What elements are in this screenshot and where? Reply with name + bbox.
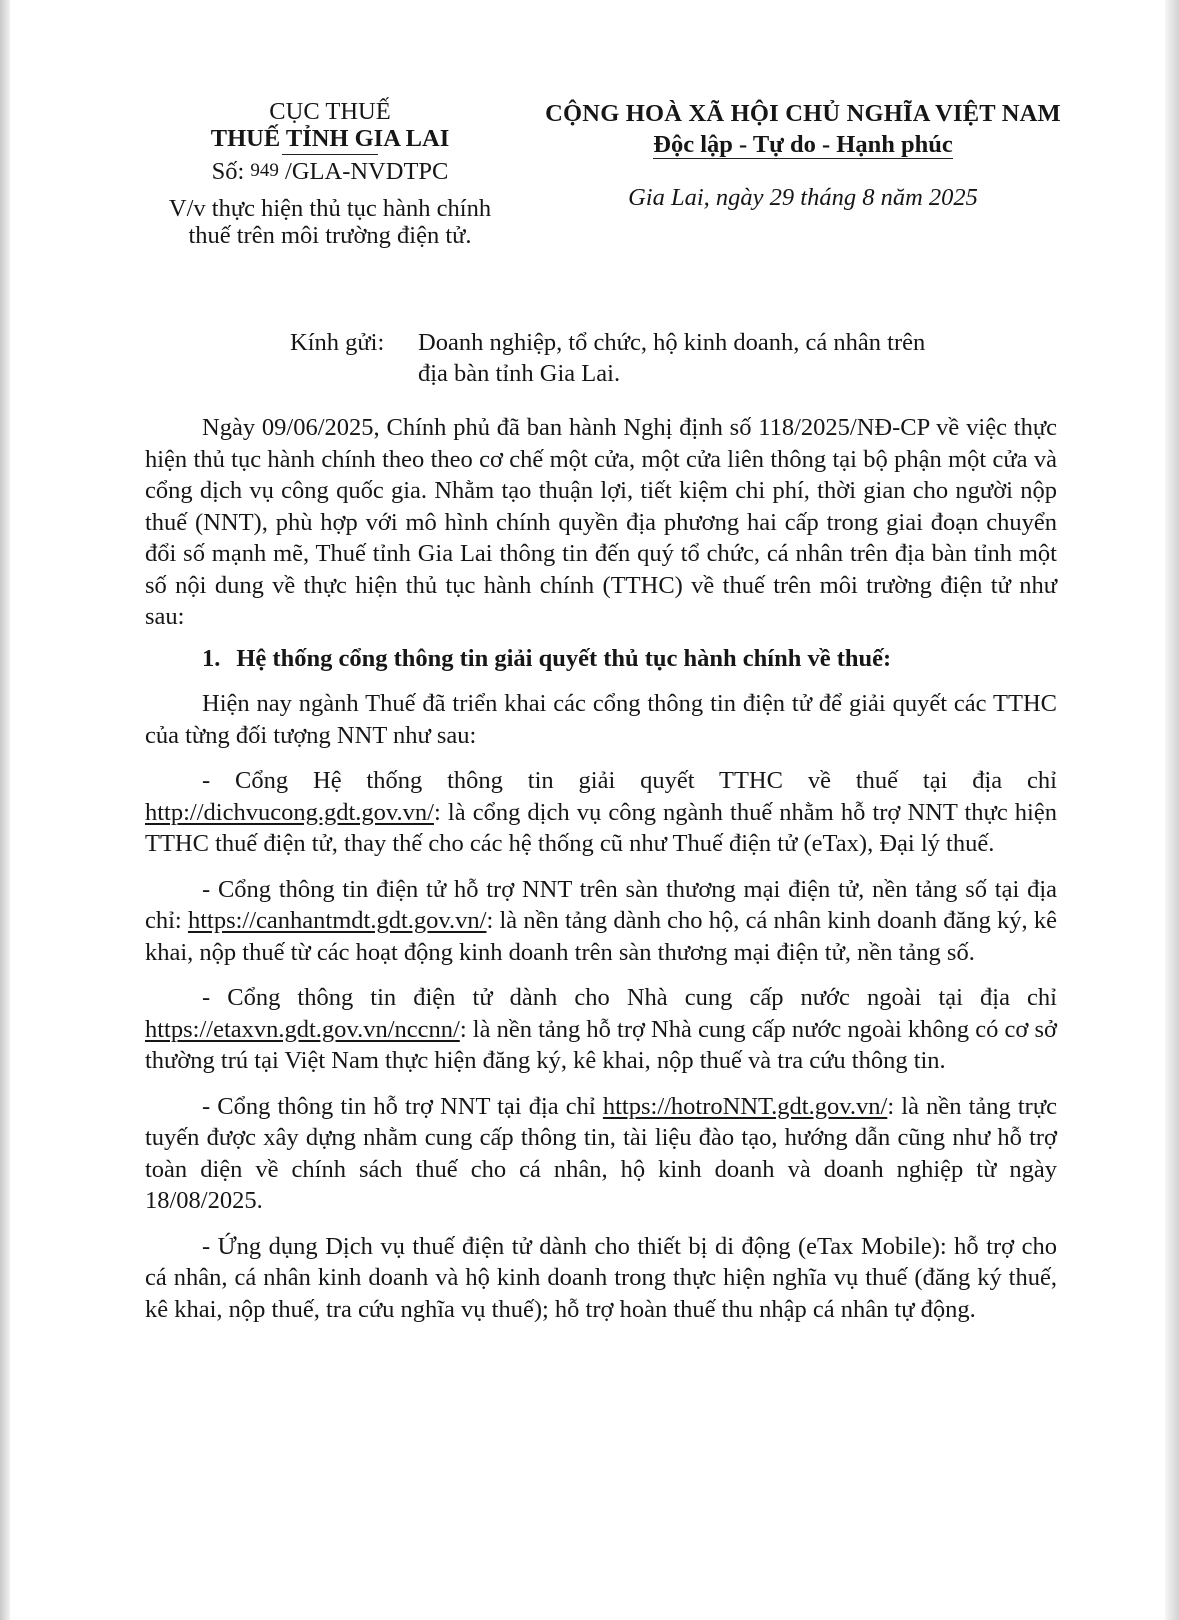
agency-name: THUẾ TỈNH GIA LAI: [140, 125, 520, 155]
portal-item-5: - Ứng dụng Dịch vụ thuế điện tử dành cho thiết bị di động (eTax Mobile): hỗ trợ cho cá nhân, cá nhân kinh doanh và hộ kinh doanh trong thực hiện nghĩa vụ thuế (đăng ký thuế, kê khai, nộp thuế, tra cứu nghĩa vụ thuế); hỗ trợ hoàn thuế thu nhập cá nhân tự động.: [145, 1232, 1057, 1323]
portal-link-canhantmdt[interactable]: https://canhantmdt.gdt.gov.vn/: [187, 907, 487, 934]
portal-item-1: - Cổng Hệ thống thông tin giải quyết TTHC về thuế tại địa chỉ http://dichvucong.gdt.gov.vn/: là cổng dịch vụ công ngành thuế nhằm hỗ trợ NNT thực hiện TTHC thuế điện tử, thay thế cho các hệ thống cũ như Thuế điện tử (eTax), Đại lý thuế.: [145, 767, 1057, 857]
subject-line-1: V/v thực hiện thủ tục hành chính: [168, 195, 492, 222]
portal-item-3: - Cổng thông tin điện tử dành cho Nhà cung cấp nước ngoài tại địa chỉ https://etaxvn.gdt.gov.vn/nccnn/: là nền tảng hỗ trợ Nhà cung cấp nước ngoài không có cơ sở thường trú tại Việt Nam thực hiện đăng ký, kê khai, nộp thuế và tra cứu thông tin.: [145, 984, 1057, 1074]
portal-item-4: - Cổng thông tin hỗ trợ NNT tại địa chỉ https://hotroNNT.gdt.gov.vn/: là nền tảng trực tuyến được xây dựng nhằm cung cấp thông tin, tài liệu đào tạo, hướng dẫn cũng như hỗ trợ toàn diện về chính sách thuế cho cá nhân, hộ kinh doanh và doanh nghiệp từ ngày 18/08/2025.: [145, 1092, 1057, 1214]
portal-link-etaxvn[interactable]: https://etaxvn.gdt.gov.vn/nccnn/: [145, 1015, 460, 1043]
document-number-value: 949: [250, 160, 279, 181]
document-number: Số: 949 /GLA-NVDTPC: [211, 158, 449, 185]
section-1-intro: Hiện nay ngành Thuế đã triển khai các cổng thông tin điện tử để giải quyết các TTHC của từng đối tượng NNT như sau:: [145, 690, 1057, 749]
national-motto: Độc lập - Tự do - Hạnh phúc: [653, 131, 953, 158]
document-body: [145, 412, 1057, 1325]
intro-paragraph: Ngày 09/06/2025, Chính phủ đã ban hành Nghị định số 118/2025/NĐ-CP về việc thực hiện thủ tục hành chính theo theo cơ chế một cửa, một cửa liên thông tại bộ phận một cửa và cổng dịch vụ công quốc gia. Nhằm tạo thuận lợi, tiết kiệm chi phí, thời gian cho người nộp thuế (NNT), phù hợp với mô hình chính quyền địa phương hai cấp trong giai đoạn chuyển đổi số mạnh mẽ, Thuế tỉnh Gia Lai thông tin đến quý tổ chức, cá nhân trên địa bàn tỉnh một số nội dung về thực hiện thủ tục hành chính (TTHC) về thuế trên môi trường điện tử như sau:: [145, 414, 1057, 630]
agency-underline: [282, 154, 378, 155]
parent-agency: CỤC THUẾ: [269, 98, 391, 125]
recipient-line-1: Doanh nghiệp, tổ chức, hộ kinh doanh, cá nhân trên: [418, 329, 926, 356]
national-header-block: [520, 98, 1086, 213]
place-and-date: Gia Lai, ngày 29 tháng 8 năm 2025: [628, 184, 978, 211]
issuing-agency-block: [140, 98, 520, 249]
subject-line-2: thuế trên môi trường điện tử.: [188, 222, 472, 249]
recipient-label: Kính gửi:: [290, 329, 385, 356]
portal-item-2: - Cổng thông tin điện tử hỗ trợ NNT trên sàn thương mại điện tử, nền tảng số tại địa chỉ: https://canhantmdt.gdt.gov.vn/: là nền tảng dành cho hộ, cá nhân kinh doanh đăng ký, kê khai, nộp thuế từ các hoạt động kinh doanh trên sàn thương mại điện tử, nền tảng số.: [145, 875, 1057, 966]
recipient-line-2: địa bàn tỉnh Gia Lai.: [418, 360, 621, 387]
portal-link-hotronnt[interactable]: https://hotroNNT.gdt.gov.vn/: [602, 1092, 888, 1120]
nation-title: CỘNG HOÀ XÃ HỘI CHỦ NGHĨA VIỆT NAM: [545, 100, 1061, 127]
section-1-heading: 1. Hệ thống cổng thông tin giải quyết thủ tục hành chính về thuế:: [202, 644, 892, 672]
recipient-block: [290, 327, 1030, 389]
portal-link-dichvucong[interactable]: http://dichvucong.gdt.gov.vn/: [145, 798, 434, 826]
